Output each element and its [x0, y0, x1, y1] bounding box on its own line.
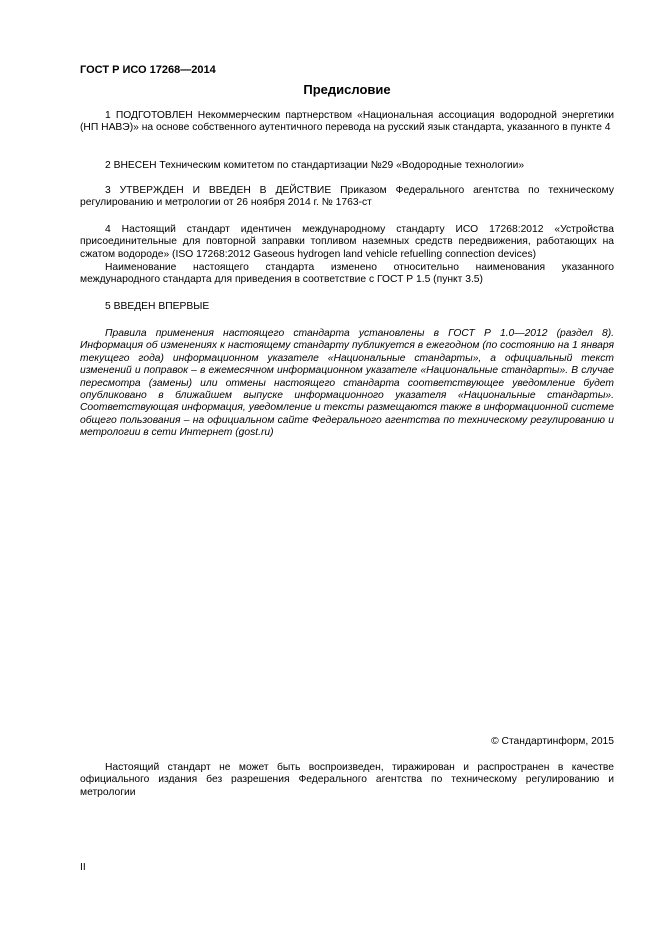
item-3-approved: 3 УТВЕРЖДЕН И ВВЕДЕН В ДЕЙСТВИЕ Приказом Федерального агентства по техническому регулированию и метрологии от 26 ноября 2014 г. № 1763-ст — [80, 185, 614, 209]
item-4-identical: 4 Настоящий стандарт идентичен международному стандарту ИСО 17268:2012 «Устройства присоединительные для повторной заправки топливом наземных средств передвижения, работающих на сжатом водороде» (ISO 17268:2012 Gaseous hydrogen land vehicle refuelling connection devices) — [80, 224, 614, 260]
item-5-first-introduced: 5 ВВЕДЕН ВПЕРВЫЕ — [105, 301, 210, 312]
standard-code: ГОСТ Р ИСО 17268—2014 — [80, 64, 216, 76]
page-number: II — [80, 862, 86, 873]
item-4-name-note: Наименование настоящего стандарта изменено относительно наименования указанного международного стандарта для приведения в соответствие с ГОСТ Р 1.5 (пункт 3.5) — [80, 262, 614, 286]
reproduction-notice: Настоящий стандарт не может быть воспроизведен, тиражирован и распространен в качестве официального издания без разрешения Федерального агентства по техническому регулированию и метрологии — [80, 762, 614, 798]
item-1-prepared: 1 ПОДГОТОВЛЕН Некоммерческим партнерством «Национальная ассоциация водородной энергетики (НП НАВЭ)» на основе собственного аутентичного перевода на русский язык стандарта, указанного в пункте 4 — [80, 110, 614, 134]
item-2-introduced: 2 ВНЕСЕН Техническим комитетом по стандартизации №29 «Водородные технологии» — [105, 160, 525, 171]
rules-of-application-note: Правила применения настоящего стандарта установлены в ГОСТ Р 1.0—2012 (раздел 8). Информация об изменениях к настоящему стандарту публикуется в ежегодном (по состоянию на 1 января текущего года) информационном указателе «Национальные стандарты», а официальный текст изменений и поправок – в ежемесячном информационном указателе «Национальные стандарты». В случае пересмотра (замены) или отмены настоящего стандарта соответствующее уведомление будет опубликовано в ближайшем выпуске информационного указателя «Национальные стандарты». Соответствующая информация, уведомление и тексты размещаются также в информационной системе общего пользования – на официальном сайте Федерального агентства по техническому регулированию и метрологии в сети Интернет (gost.ru) — [80, 328, 614, 439]
copyright: © Стандартинформ, 2015 — [491, 736, 614, 747]
page-title: Предисловие — [303, 82, 391, 97]
